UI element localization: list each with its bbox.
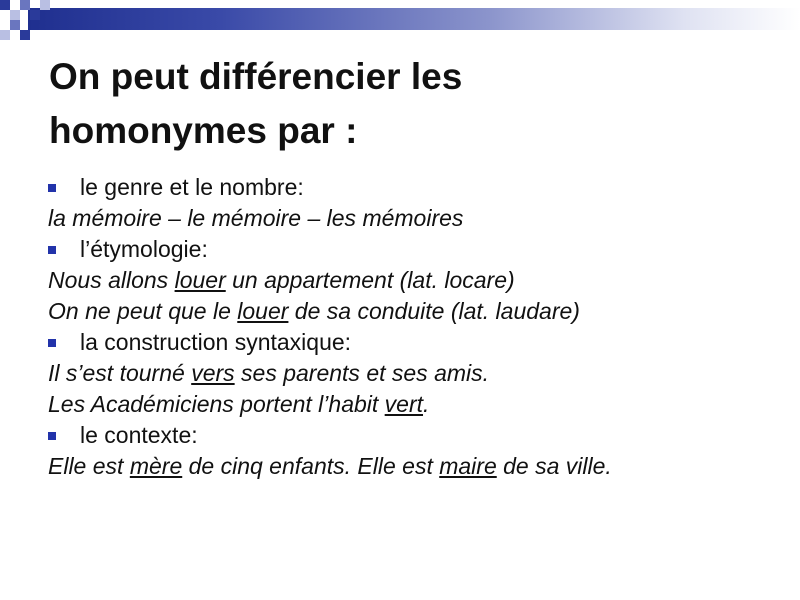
underlined-homonym: maire [439,453,497,479]
header-gradient-bar [28,8,800,30]
square-bullet-icon [48,339,56,347]
underlined-homonym: vers [191,360,235,386]
title-line: On peut différencier les [49,56,463,97]
example-text: de sa ville. [496,453,612,479]
square-bullet-icon [48,432,56,440]
underlined-homonym: mère [129,453,183,479]
example-text: ses parents et ses amis. [234,360,490,386]
square-bullet-icon [48,246,56,254]
underlined-homonym: louer [237,298,289,324]
decor-square [0,0,10,10]
example-text: . [423,391,430,417]
example-text: On ne peut que le [48,298,238,324]
example-line [48,389,788,420]
decor-square [40,0,50,10]
underlined-homonym: vert [384,391,424,417]
example-text: Les Académiciens portent l’habit [48,391,385,417]
bullet-item [48,420,788,451]
slide-title [49,50,749,158]
example-line [48,203,788,234]
bullet-label: l’étymologie: [80,236,208,262]
bullet-item [48,327,788,358]
bullet-item [48,172,788,203]
decor-square [0,30,10,40]
example-line [48,358,788,389]
decor-square [30,10,40,20]
bullet-label: le contexte: [80,422,198,448]
square-bullet-icon [48,184,56,192]
example-text: un appartement (lat. locare) [225,267,515,293]
decor-square [10,20,20,30]
bullet-label: le genre et le nombre: [80,174,304,200]
example-text: Nous allons [48,267,175,293]
decor-square [10,10,20,20]
underlined-homonym: louer [174,267,226,293]
example-line [48,265,788,296]
bullet-item [48,234,788,265]
decor-square [20,0,30,10]
example-line [48,296,788,327]
example-line [48,451,788,482]
example-text: Elle est [48,453,130,479]
example-text: la mémoire – le mémoire – les mémoires [48,205,464,231]
example-text: Il s’est tourné [48,360,192,386]
example-text: de sa conduite (lat. laudare) [288,298,580,324]
bullet-label: la construction syntaxique: [80,329,352,355]
title-line: homonymes par : [49,110,358,151]
example-text: de cinq enfants. Elle est [182,453,440,479]
slide-content [48,172,788,482]
decor-square [20,30,30,40]
